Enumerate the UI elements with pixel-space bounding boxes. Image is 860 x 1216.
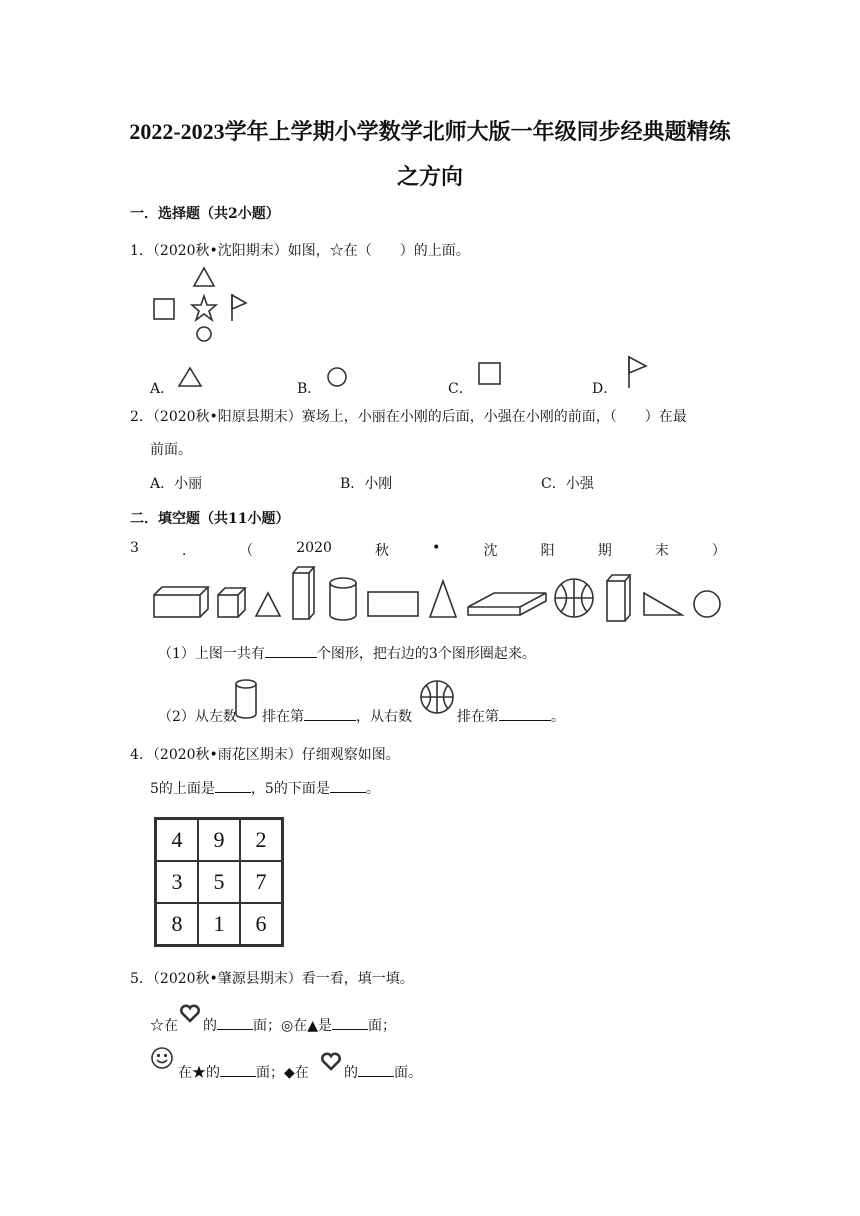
q1-stem: 1．（2020秋•沈阳期末）如图，☆在（ ）的上面。 <box>130 243 470 259</box>
triangle-icon <box>194 268 214 286</box>
page-subtitle: 之方向 <box>396 164 463 189</box>
cylinder-icon <box>234 678 260 722</box>
grid-cell: 4 <box>156 819 198 861</box>
q3-sub1-suffix: 个图形，把右边的3个图形圈起来。 <box>316 646 536 662</box>
smiley-icon <box>151 1047 175 1071</box>
grid-cell: 1 <box>198 903 240 945</box>
q3-sub2-text: 。 <box>551 709 565 725</box>
q5-blank-3[interactable] <box>220 1064 256 1077</box>
q3-header-part: ） <box>711 543 726 559</box>
q2-option-a[interactable]: A．小丽 <box>150 476 203 492</box>
q4-stem: 4．（2020秋•雨花区期末）仔细观察如图。 <box>130 747 400 763</box>
q5-text: 面。 <box>394 1065 422 1081</box>
heart-icon <box>320 1052 342 1072</box>
flat-cuboid-icon <box>468 593 546 615</box>
cylinder-icon <box>330 578 356 620</box>
q3-header-part: 秋 <box>375 543 389 559</box>
q4-line <box>150 778 380 798</box>
q3-sub2-blank-1[interactable] <box>304 708 356 721</box>
q2-option-c[interactable]: C．小强 <box>541 476 594 492</box>
q3-sub2-blank-2[interactable] <box>499 708 551 721</box>
q5-text: 面；◎在▲是 <box>253 1018 332 1034</box>
grid-cell: 2 <box>240 819 282 861</box>
q5-text: 面；◆在 <box>256 1065 309 1081</box>
q4-text: 5的上面是 <box>150 781 215 797</box>
q2-stem-line1: 2．（2020秋•阳原县期末）赛场上，小丽在小刚的后面，小强在小刚的前面，（ ）在最 <box>130 409 687 425</box>
section-choice-heading: 一．选择题（共2小题） <box>130 206 280 222</box>
rectangle-icon <box>368 592 418 616</box>
grid-cell: 9 <box>198 819 240 861</box>
basketball-icon <box>420 678 456 718</box>
q1-option-a-triangle-icon <box>178 366 204 388</box>
number-grid <box>154 817 284 947</box>
q3-sub1-blank[interactable] <box>265 645 317 658</box>
cuboid-icon <box>154 587 208 617</box>
circle-icon <box>694 591 720 617</box>
q5-text: 在★的 <box>178 1065 220 1081</box>
q1-option-c-square-icon <box>478 362 502 386</box>
star-icon <box>192 296 216 320</box>
q5-blank-1[interactable] <box>217 1017 253 1030</box>
cube-icon <box>218 588 245 617</box>
q4-blank-1[interactable] <box>215 780 251 793</box>
grid-cell: 8 <box>156 903 198 945</box>
grid-cell: 5 <box>198 861 240 903</box>
q3-header <box>130 540 726 560</box>
basketball-icon <box>555 579 593 617</box>
q3-shapes-figure <box>150 563 730 627</box>
section-fill-heading: 二．填空题（共11小题） <box>130 511 290 527</box>
tall-triangle-icon <box>430 581 456 617</box>
q1-figure <box>150 266 250 346</box>
q1-option-b[interactable]: B． <box>297 381 322 397</box>
grid-cell: 3 <box>156 861 198 903</box>
q3-sub2-end <box>457 706 565 726</box>
q1-option-d[interactable]: D． <box>592 381 618 397</box>
q3-sub2-text: 排在第 <box>262 709 304 725</box>
page-title: 2022-2023学年上学期小学数学北师大版一年级同步经典题精练 <box>129 119 731 144</box>
grid-cell: 7 <box>240 861 282 903</box>
q3-sub2-mid <box>262 706 412 726</box>
q4-text: ，5的下面是 <box>250 781 330 797</box>
q1-option-c[interactable]: C． <box>448 381 473 397</box>
q1-option-b-circle-icon <box>326 366 350 390</box>
q3-header-part: ． <box>182 543 197 559</box>
q5-blank-2[interactable] <box>332 1017 368 1030</box>
q5-line1-rest <box>203 1015 396 1035</box>
q1-option-d-flag-icon <box>626 354 650 390</box>
q3-header-part: （ <box>239 543 254 559</box>
q2-option-b[interactable]: B．小刚 <box>340 476 393 492</box>
q5-text: 的 <box>203 1018 217 1034</box>
q5-line2-end <box>344 1062 422 1082</box>
q3-sub2-text: 排在第 <box>457 709 499 725</box>
q1-option-a[interactable]: A． <box>150 381 175 397</box>
right-triangle-icon <box>644 593 682 615</box>
heart-icon <box>179 1004 201 1024</box>
q3-sub1-prefix: （1）上图一共有 <box>158 646 265 662</box>
q3-sub2-text: ，从右数 <box>356 709 412 725</box>
q3-header-part: 期 <box>597 543 612 559</box>
square-icon <box>154 299 174 319</box>
tall-cuboid-icon <box>293 567 314 619</box>
q4-text: 。 <box>365 781 380 797</box>
q5-line2-start <box>178 1062 309 1082</box>
q5-line1-start: ☆在 <box>150 1018 178 1034</box>
q3-header-part: 末 <box>654 543 669 559</box>
tall-cuboid-icon <box>607 575 630 621</box>
q3-header-part: • <box>432 540 441 556</box>
q3-header-part: 沈 <box>483 543 498 559</box>
grid-cell: 6 <box>240 903 282 945</box>
q3-header-part: 阳 <box>540 543 555 559</box>
q4-blank-2[interactable] <box>330 780 366 793</box>
q5-text: 面； <box>367 1018 396 1034</box>
q3-header-part: 2020 <box>296 540 332 556</box>
circle-icon <box>197 327 211 341</box>
q3-sub2-prefix: （2）从左数 <box>158 709 237 725</box>
q5-stem: 5．（2020秋•肇源县期末）看一看，填一填。 <box>130 971 414 987</box>
q3-header-part: 3 <box>130 540 139 556</box>
q5-text: 的 <box>344 1065 358 1081</box>
q2-stem-line2: 前面。 <box>150 442 192 458</box>
triangle-icon <box>256 593 280 616</box>
q3-sub1 <box>158 643 536 663</box>
q5-blank-4[interactable] <box>358 1064 394 1077</box>
